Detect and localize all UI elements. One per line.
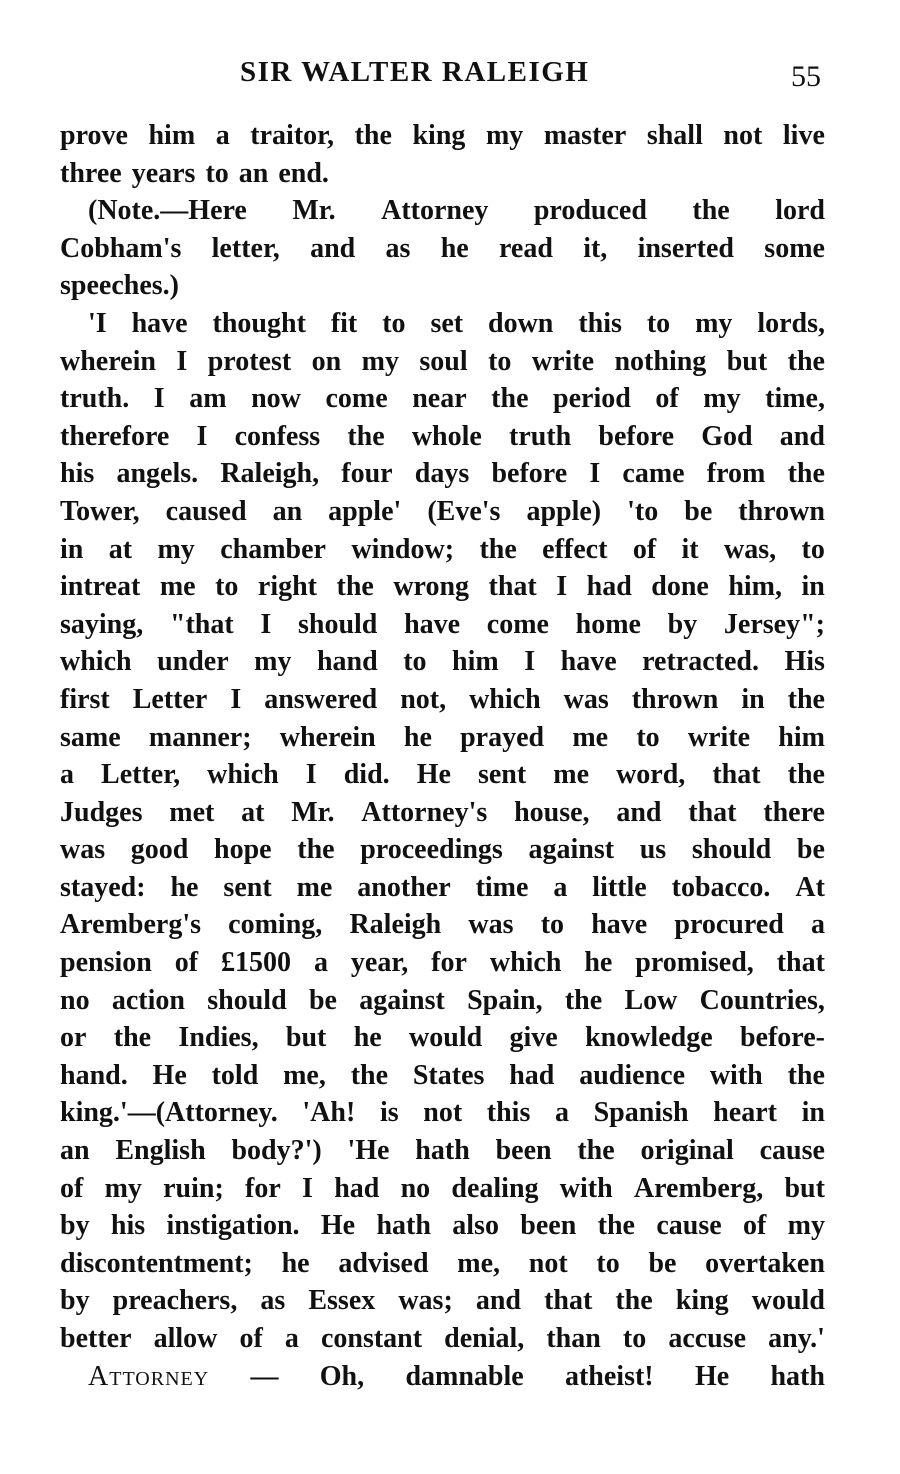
- text-line: three years to an end.: [60, 157, 329, 189]
- text-line: was good hope the proceedings against us should be: [60, 834, 825, 866]
- text-line: better allow of a constant denial, than to accuse any.': [60, 1323, 825, 1354]
- text-line: of my ruin; for I had no dealing with Aremberg, but: [60, 1172, 825, 1204]
- text-line: Judges met at Mr. Attorney's house, and that there: [60, 796, 825, 828]
- text-line: by preachers, as Essex was; and that the king would: [60, 1285, 825, 1317]
- text-line: wherein I protest on my soul to write nothing but the: [60, 345, 825, 377]
- speaker-name: Attorney: [88, 1360, 210, 1392]
- text-line: stayed: he sent me another time a little tobacco. At: [60, 871, 825, 903]
- text-line: Tower, caused an apple' (Eve's apple) 'to be thrown: [60, 495, 825, 527]
- text-line: hand. He told me, the States had audience with the: [60, 1059, 825, 1091]
- text-line: Attorney — Oh, damnable atheist! He hath: [60, 1358, 825, 1396]
- text-line: discontentment; he advised me, not to be overtaken: [60, 1247, 825, 1279]
- text-line: a Letter, which I did. He sent me word, that the: [60, 759, 825, 791]
- text-line: first Letter I answered not, which was thrown in the: [60, 683, 825, 715]
- text-line: prove him a traitor, the king my master shall not live: [60, 120, 825, 151]
- text-line: Cobham's letter, and as he read it, inserted some: [60, 232, 825, 264]
- text-line: 'I have thought fit to set down this to my lords,: [88, 307, 825, 339]
- running-title: SIR WALTER RALEIGH: [240, 56, 590, 88]
- text-line: same manner; wherein he prayed me to write him: [60, 721, 825, 753]
- text-line: speeches.): [60, 270, 179, 302]
- text-line: pension of £1500 a year, for which he promised, that: [60, 947, 825, 979]
- page-number: 55: [791, 60, 821, 93]
- text-line: intreat me to right the wrong that I had done him, in: [60, 571, 825, 603]
- text-line: Aremberg's coming, Raleigh was to have procured a: [60, 909, 825, 941]
- text-line: therefore I confess the whole truth before God and: [60, 420, 825, 452]
- text-line: his angels. Raleigh, four days before I came from the: [60, 458, 825, 490]
- body-text: [60, 117, 825, 1395]
- text-line: truth. I am now come near the period of my time,: [60, 383, 825, 415]
- text-line: (Note.—Here Mr. Attorney produced the lord: [88, 195, 825, 227]
- text-line: which under my hand to him I have retracted. His: [60, 646, 825, 678]
- text-line: saying, "that I should have come home by Jersey";: [60, 608, 825, 640]
- text-line: in at my chamber window; the effect of it was, to: [60, 533, 825, 565]
- text-line: no action should be against Spain, the Low Countries,: [60, 984, 825, 1016]
- text-line: an English body?') 'He hath been the original cause: [60, 1135, 825, 1167]
- text-line: or the Indies, but he would give knowledge before-: [60, 1022, 825, 1054]
- running-head: [60, 56, 825, 96]
- text-line: king.'—(Attorney. 'Ah! is not this a Spanish heart in: [60, 1097, 825, 1129]
- text-line: by his instigation. He hath also been the cause of my: [60, 1210, 825, 1242]
